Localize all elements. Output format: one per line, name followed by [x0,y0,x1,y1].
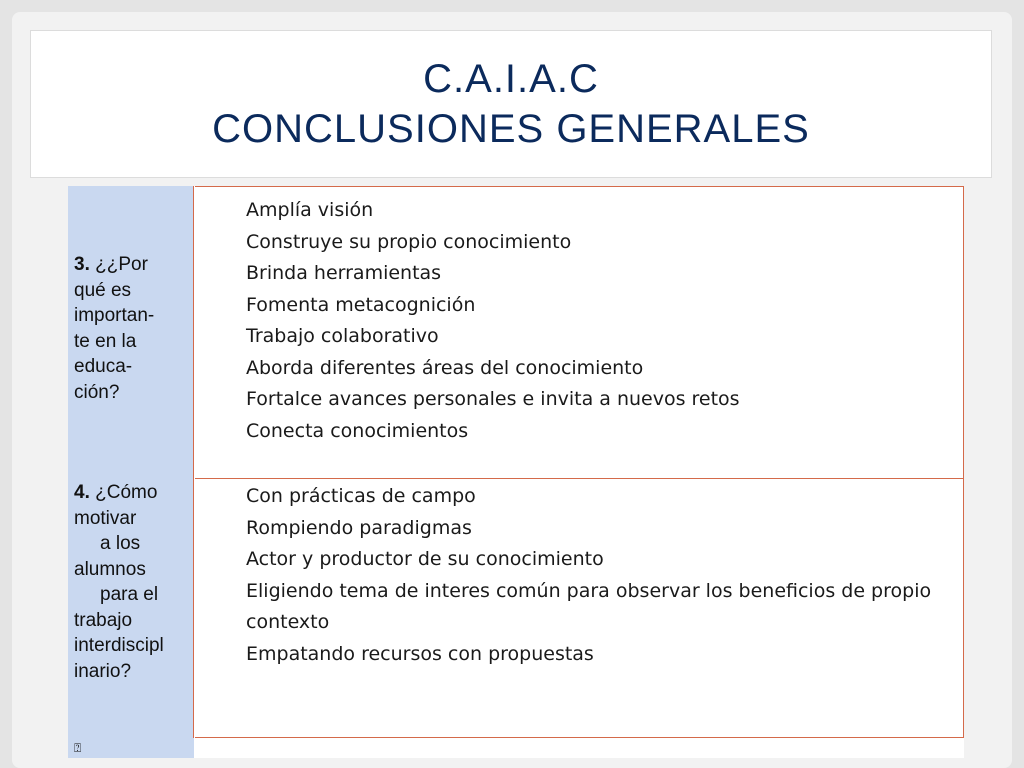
answer-item: Rompiendo paradigmas [246,516,472,539]
question-line: ¿Cómo [95,482,158,503]
question-line: para el [100,584,159,605]
question-line: trabajo [74,609,133,631]
answer-item: Aborda diferentes áreas del conocimiento [246,356,644,379]
table-row [68,186,964,478]
question-line: ción? [74,381,120,403]
question-line: motivar [74,507,137,529]
answer-item: Fomenta metacognición [246,293,476,316]
answer-item: Eligiendo tema de interes común para observar los beneficios de propio contexto [246,579,932,633]
question-cell [68,738,194,758]
question-line: alumnos [74,558,146,580]
answer-item: Amplía visión [246,199,374,221]
question-line: inario? [74,660,132,682]
question-text [74,252,189,278]
question-line: interdiscipl [74,635,164,656]
missing-glyph-icon: ⍰ [74,741,82,755]
answers-cell [195,478,964,738]
table-row [68,738,964,758]
question-line: te en la [74,330,137,352]
question-line: a los [100,533,141,554]
answer-item: Trabajo colaborativo [246,325,439,347]
answer-item: Con prácticas de campo [246,485,476,507]
question-cell [68,186,194,478]
question-line: ¿¿Por [95,254,148,275]
answer-item: Empatando recursos con propuestas [246,642,594,665]
question-number: 3. [74,254,90,275]
answer-item: Actor y productor de su conocimiento [246,548,604,570]
table-row [68,478,964,738]
question-cell [68,478,194,738]
question-text [74,480,189,506]
answers-cell [195,738,964,758]
question-line: qué es [74,279,132,301]
answers-cell [195,186,964,478]
title-box [30,30,992,178]
answer-item: Brinda herramientas [246,262,442,284]
answer-item: Fortalce avances personales e invita a nuevos retos [246,388,740,410]
slide-title-line-1: C.A.I.A.C [423,57,599,101]
conclusions-table [68,186,964,758]
slide-title-line-2: CONCLUSIONES GENERALES [212,107,810,151]
answer-item: Construye su propio conocimiento [246,230,572,253]
answer-item: Conecta conocimientos [246,419,469,442]
question-line: importan- [74,305,155,326]
question-line: educa- [74,356,133,377]
question-number: 4. [74,482,90,503]
